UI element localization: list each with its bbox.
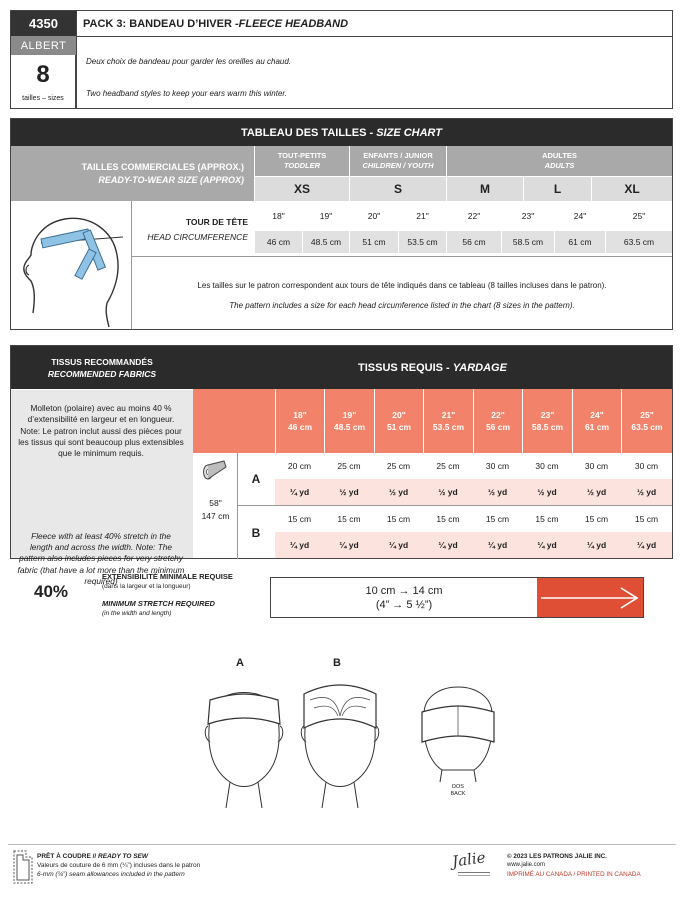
head-circumference-cm: 56 cm (447, 231, 501, 253)
header-divider (76, 11, 77, 109)
pattern-header (10, 10, 673, 109)
yardage-view-b-cm: 15 cm (386, 514, 411, 524)
yardage-size-inches: 25" (640, 410, 654, 420)
group-label-en: TODDLER (283, 161, 321, 170)
head-circumference-inches: 19" (319, 211, 333, 221)
header-rule (76, 36, 673, 37)
yardage-size-header-cell (522, 389, 572, 453)
stretch-sub-en: (in the width and length) (102, 610, 172, 617)
yardage-view-a-cm: 30 cm (584, 461, 609, 471)
stretch-imperial: (4” → 5 ½”) (375, 598, 433, 611)
yardage-title (193, 346, 672, 389)
ready-to-sew-fr: PRÊT À COUDRE // (37, 853, 99, 860)
yardage-size-inches: 22" (491, 410, 505, 420)
head-circumference-cm: 51 cm (350, 231, 398, 253)
ready-to-wear-label-fr: TAILLES COMMERCIALES (APPROX.) (81, 162, 244, 172)
footer-rule (8, 844, 676, 845)
yardage-size-inches: 19" (342, 410, 357, 420)
ready-to-sew-label (37, 853, 148, 860)
size-chart-title-fr: TABLEAU DES TAILLES - (240, 126, 374, 139)
seam-allowance-en: 6-mm (¼”) seam allowances included in the pattern (37, 871, 185, 878)
stretch-label-fr: EXTENSIBILITÉ MINIMALE REQUISE (102, 572, 233, 581)
yardage-view-a-yd: ½ yd (374, 479, 423, 505)
description-fr: Deux choix de bandeau pour garder les oreilles au chaud. (86, 57, 292, 66)
yardage-title-fr: TISSUS REQUIS - (358, 361, 450, 374)
ready-to-wear-label (11, 146, 254, 201)
yardage-view-b-yd: ¼ yd (423, 532, 473, 558)
pattern-title-en: FLEECE HEADBAND (238, 17, 349, 30)
yardage-size-inches: 24" (590, 410, 604, 420)
yardage-view-b-cm: 15 cm (634, 514, 659, 524)
yardage-view-b-yd: ¼ yd (374, 532, 423, 558)
head-circumference-inches: 18" (272, 211, 285, 221)
yardage-size-header-cell (324, 389, 374, 453)
chart-rule (131, 256, 672, 257)
yardage-size-header-cell (572, 389, 621, 453)
yardage-size-cm: 63.5 cm (631, 422, 663, 432)
group-label-fr: ADULTES (542, 151, 577, 160)
yardage-view-a-yd: ½ yd (621, 479, 672, 505)
yardage-title-en: YARDAGE (452, 361, 507, 374)
size-count-label: tailles – sizes (22, 95, 64, 102)
yardage-view-a-cm: 30 cm (634, 461, 659, 471)
yardage-view-b-yd: ¼ yd (522, 532, 572, 558)
back-view-label-fr: DOS (452, 784, 464, 790)
headband-view-a-illustration (196, 672, 292, 812)
head-circumference-label-en: HEAD CIRCUMFERENCE (147, 232, 248, 242)
head-circumference-inches: 22" (467, 211, 481, 221)
yardage-size-header-cell (423, 389, 473, 453)
headband-back-illustration (410, 674, 506, 784)
yardage-size-cm: 61 cm (584, 422, 610, 432)
group-label-fr: ENFANTS / JUNIOR (363, 151, 433, 160)
group-label-en: CHILDREN / YOUTH (362, 161, 434, 170)
yardage-row-divider (274, 505, 672, 506)
yardage-size-cm: 56 cm (485, 422, 511, 432)
yardage-view-a-yd: ½ yd (423, 479, 473, 505)
group-children (350, 146, 446, 176)
fabrics-text-en: length and across the width. Note: The pattern also includes pieces for very stretchy fabric (that have a lot more than the minimum required) (17, 542, 185, 586)
yardage-size-inches: 18" (293, 410, 307, 420)
logo-line (458, 872, 490, 873)
ready-to-sew-en: READY TO SEW (98, 853, 149, 860)
yardage-size-header-cell (621, 389, 672, 453)
yardage-size-cm: 46 cm (287, 422, 313, 432)
yardage-view-b-yd: ¼ yd (621, 532, 672, 558)
pattern-title-fr: PACK 3: BANDEAU D’HIVER - (83, 17, 239, 30)
head-circumference-inches: 20" (367, 211, 381, 221)
fabrics-text-fr: Molleton (polaire) avec au moins 40 % d’extensibilité en largeur et en longueur. Note: Le patron inclut aussi des pièces pour les tissus qui sont beaucoup plus extensibles que le minimum requis. (18, 403, 184, 459)
yardage-size-cm: 53.5 cm (432, 422, 465, 432)
head-circumference-cm: 46 cm (255, 231, 302, 253)
head-circumference-cm: 58.5 cm (502, 231, 554, 253)
yardage-view-a-cm: 20 cm (287, 461, 312, 471)
yardage-size-header-cell (374, 389, 423, 453)
yardage-view-b-yd: ¼ yd (275, 532, 324, 558)
stretch-label-en: MINIMUM STRETCH REQUIRED (102, 599, 215, 608)
size-label-s: S (350, 177, 446, 201)
yardage-view-b-yd: ¼ yd (473, 532, 522, 558)
head-measure-icon (13, 203, 129, 327)
yardage-view-a-yd: ¼ yd (275, 479, 324, 505)
yardage-view-b-cm: 15 cm (584, 514, 609, 524)
seam-allowance-fr: Valeurs de couture de 6 mm (¼”) incluses dans le patron (37, 862, 201, 869)
size-note-en: The pattern includes a size for each head circumference listed in the chart (8 sizes in the pattern). (229, 301, 575, 310)
headband-view-b-illustration (292, 672, 388, 812)
yardage-view-b-yd: ¼ yd (572, 532, 621, 558)
view-b-title: B (333, 657, 341, 669)
copyright: © 2023 LES PATRONS JALIE INC. (507, 853, 607, 860)
yardage-size-cm: 48.5 cm (333, 422, 366, 432)
size-note-fr: Les tailles sur le patron correspondent aux tours de tête indiqués dans ce tableau (8 tailles incluses dans le patron). (197, 281, 607, 290)
recommended-fabrics-title-fr: TISSUS RECOMMANDÉS (51, 356, 153, 367)
head-circumference-cm: 48.5 cm (303, 231, 349, 253)
recommended-fabrics-title-en: RECOMMENDED FABRICS (47, 368, 157, 379)
fabric-width-cm: 147 cm (201, 511, 230, 521)
recommended-fabrics-title (11, 346, 193, 389)
stretch-metric: 10 cm → 14 cm (365, 584, 443, 597)
yardage-view-a-cm: 25 cm (386, 461, 411, 471)
size-chart (10, 118, 673, 330)
yardage-size-cm: 58.5 cm (531, 422, 564, 432)
yardage-view-b-cm: 15 cm (535, 514, 559, 524)
size-label-xs: XS (255, 177, 349, 201)
head-circumference-cm: 63.5 cm (606, 231, 672, 253)
jalie-logo-text: Jalie (450, 848, 487, 871)
yardage-size-header-cell (275, 389, 324, 453)
head-circumference-cm: 61 cm (555, 231, 605, 253)
head-circumference-inches: 24" (573, 211, 587, 221)
size-label-m: M (447, 177, 523, 201)
group-toddler (255, 146, 349, 176)
yardage-size-cm: 51 cm (386, 422, 412, 432)
yardage-view-a-cm: 30 cm (535, 461, 559, 471)
size-count-box (11, 55, 76, 109)
yardage-view-a-yd: ½ yd (572, 479, 621, 505)
group-adults (447, 146, 672, 176)
printed-in: IMPRIMÉ AU CANADA / PRINTED IN CANADA (507, 871, 641, 878)
website: www.jalie.com (507, 862, 546, 868)
fabric-roll-icon (202, 459, 228, 481)
pattern-piece-icon (12, 849, 34, 885)
yardage-size-header-cell (473, 389, 522, 453)
view-a-title: A (236, 657, 244, 669)
head-circumference-inches: 25" (632, 211, 646, 221)
back-view-label (440, 784, 476, 798)
head-circumference-inches: 21" (416, 211, 429, 221)
fabric-width-inches: 58" (209, 498, 222, 508)
size-chart-title-en: SIZE CHART (376, 126, 443, 139)
yardage-size-inches: 20" (392, 410, 406, 420)
stretch-sub-fr: (dans la largeur et la longueur) (102, 583, 191, 590)
yardage-view-b-yd: ¼ yd (324, 532, 374, 558)
yardage-size-inches: 23" (540, 410, 555, 420)
size-label-l: L (524, 177, 591, 201)
arrow-right-icon (537, 578, 643, 617)
yardage-view-b-cm: 15 cm (337, 514, 361, 524)
stretch-gauge (270, 577, 644, 618)
description-en: Two headband styles to keep your ears warm this winter. (86, 89, 287, 98)
view-b-label: B (251, 525, 261, 540)
size-label-xl: XL (592, 177, 672, 201)
logo-line (458, 875, 490, 876)
yardage-view-b-cm: 15 cm (485, 514, 510, 524)
view-a-label: A (238, 453, 274, 506)
stretch-percent: 40% (34, 582, 69, 601)
head-circumference-cm: 53.5 cm (399, 231, 446, 253)
head-circumference-label-fr: TOUR DE TÊTE (185, 217, 248, 227)
yardage-view-a-yd: ½ yd (522, 479, 572, 505)
yardage-view-a-cm: 25 cm (436, 461, 460, 471)
pattern-number: 4350 (11, 11, 76, 36)
yardage-view-a-cm: 30 cm (485, 461, 510, 471)
size-chart-title (11, 119, 672, 146)
stretch-gauge-label (271, 578, 537, 617)
yardage-view-b-cm: 15 cm (436, 514, 460, 524)
group-label-en: ADULTS (544, 161, 575, 170)
yardage-view-b-cm: 15 cm (287, 514, 312, 524)
pattern-title (83, 11, 348, 36)
yardage-view-a-yd: ½ yd (473, 479, 522, 505)
jalie-logo (452, 850, 492, 880)
ready-to-wear-label-en: READY-TO-WEAR SIZE (APPROX) (98, 175, 244, 185)
size-count: 8 (36, 61, 50, 88)
yardage-size-inches: 21" (441, 410, 456, 420)
head-circumference-inches: 23" (521, 211, 535, 221)
group-label-fr: TOUT-PETITS (277, 151, 327, 160)
stretch-gauge-bar (537, 578, 643, 617)
fabric-width-cell (193, 453, 238, 559)
pattern-name: ALBERT (11, 36, 76, 55)
fabrics-text-en-line1: Fleece with at least 40% stretch in the (31, 531, 171, 541)
yardage-view-a-cm: 25 cm (337, 461, 361, 471)
chart-divider (131, 201, 132, 329)
yardage-view-a-yd: ½ yd (324, 479, 374, 505)
back-view-label-en: BACK (450, 791, 466, 797)
